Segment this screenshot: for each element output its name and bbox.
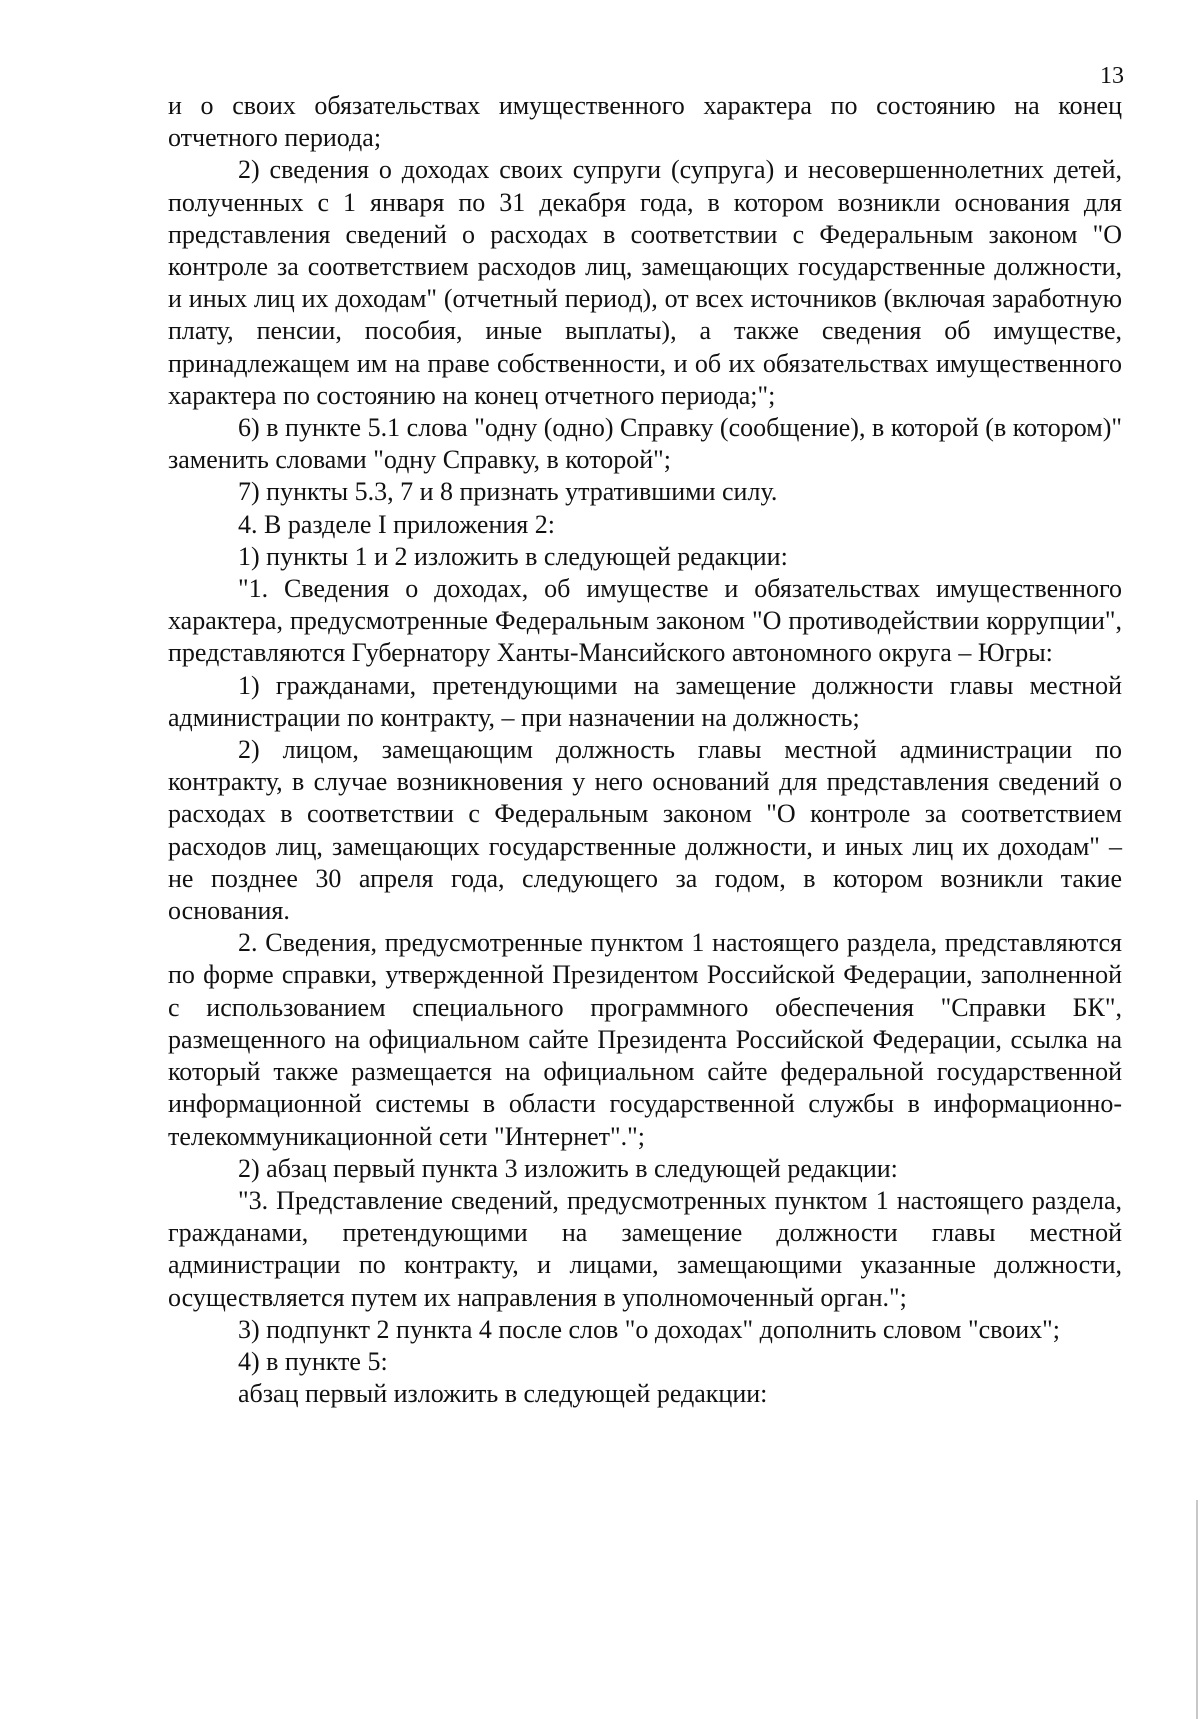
paragraph: "1. Сведения о доходах, об имуществе и обязательствах имущественного характера, предусмотренные Федеральным законом "О противодействии коррупции", представляются Губернатору Ханты-Мансийского автономного округа – Югры: xyxy=(168,574,1122,668)
page-number: 13 xyxy=(1100,63,1124,89)
paragraph: 7) пункты 5.3, 7 и 8 признать утратившими силу. xyxy=(238,477,778,507)
paragraph: 2) лицом, замещающим должность главы местной администрации по контракту, в случае возникновения у него оснований для представления сведений о расходах в соответствии с Федеральным законом "О контроле за соответствием расходов лиц, замещающих государственные должности, и иных лиц их доходам" – не позднее 30 апреля года, следующего за годом, в котором возникли такие основания. xyxy=(168,735,1122,926)
paragraph: 2. Сведения, предусмотренные пунктом 1 настоящего раздела, представляются по форме справки, утвержденной Президентом Российской Федерации, заполненной с использованием специального программного обеспечения "Справки БК", размещенного на официальном сайте Президента Российской Федерации, ссылка на который также размещается на официальном сайте федеральной государственной информационной системы в области государственной службы в информационно-телекоммуникационной сети "Интернет"."; xyxy=(168,928,1122,1151)
paragraph: 4) в пункте 5: xyxy=(238,1346,388,1376)
paragraph: "3. Представление сведений, предусмотренных пунктом 1 настоящего раздела, гражданами, претендующими на замещение должности главы местной администрации по контракту, и лицами, замещающими указанные должности, осуществляется путем их направления в уполномоченный орган."; xyxy=(168,1185,1122,1312)
paragraph: и о своих обязательствах имущественного характера по состоянию на конец отчетного периода; xyxy=(168,91,1122,153)
paragraph: абзац первый изложить в следующей редакции: xyxy=(238,1379,768,1409)
paragraph: 1) пункты 1 и 2 изложить в следующей редакции: xyxy=(238,541,788,571)
paragraph: 4. В разделе I приложения 2: xyxy=(238,509,555,539)
paragraph: 1) гражданами, претендующими на замещение должности главы местной администрации по контракту, – при назначении на должность; xyxy=(168,670,1122,732)
paragraph: 2) абзац первый пункта 3 изложить в следующей редакции: xyxy=(238,1153,898,1183)
paragraph: 3) подпункт 2 пункта 4 после слов "о доходах" дополнить словом "своих"; xyxy=(238,1314,1061,1344)
paragraph: 6) в пункте 5.1 слова "одну (одно) Справку (сообщение), в которой (в котором)" заменить словами "одну Справку, в которой"; xyxy=(168,413,1122,475)
document-body xyxy=(168,90,1122,1410)
paragraph: 2) сведения о доходах своих супруги (супруга) и несовершеннолетних детей, полученных с 1 января по 31 декабря года, в котором возникли основания для представления сведений о расходах в соответствии с Федеральным законом "О контроле за соответствием расходов лиц, замещающих государственные должности, и иных лиц их доходам" (отчетный период), от всех источников (включая заработную плату, пенсии, пособия, иные выплаты), а также сведения об имуществе, принадлежащем им на праве собственности, и об их обязательствах имущественного характера по состоянию на конец отчетного периода;"; xyxy=(168,155,1122,410)
scan-edge-line xyxy=(1196,1500,1198,1719)
